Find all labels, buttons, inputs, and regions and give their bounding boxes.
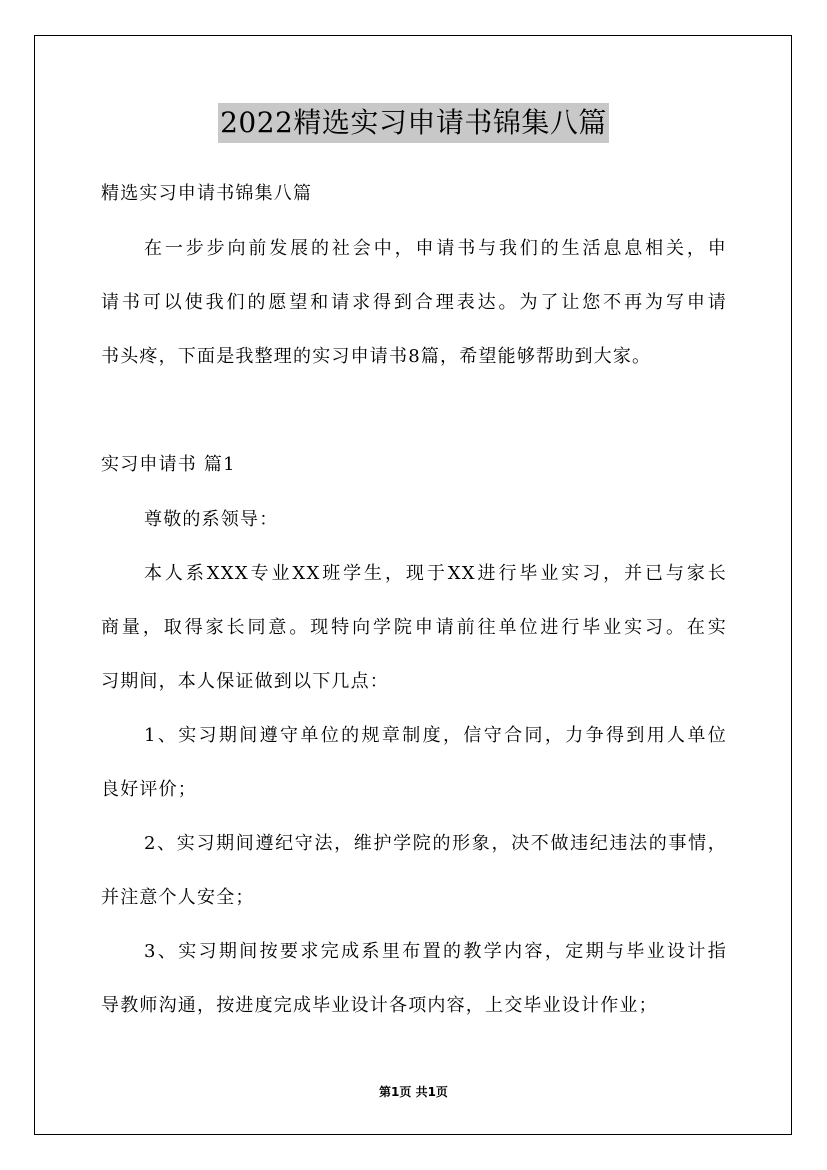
document-title: 2022精选实习申请书锦集八篇 xyxy=(218,103,609,143)
point-line: 良好评价； xyxy=(101,779,197,800)
point-line: 3、实习期间按要求完成系里布置的教学内容，定期与毕业设计指 xyxy=(144,941,727,962)
intro-line: 请书可以使我们的愿望和请求得到合理表达。为了让您不再为写申请 xyxy=(101,292,727,313)
intro-line: 在一步步向前发展的社会中，申请书与我们的生活息息相关，申 xyxy=(144,238,727,259)
point-line: 导教师沟通，按进度完成毕业设计各项内容，上交毕业设计作业； xyxy=(101,995,658,1016)
intro-line: 书头疼，下面是我整理的实习申请书8篇，希望能够帮助到大家。 xyxy=(101,346,652,367)
point-line: 2、实习期间遵纪守法，维护学院的形象，决不做违纪违法的事情， xyxy=(144,833,727,854)
section-heading: 实习申请书 篇1 xyxy=(101,454,236,475)
title-container xyxy=(0,103,827,143)
salutation: 尊敬的系领导： xyxy=(144,509,279,530)
document-subtitle: 精选实习申请书锦集八篇 xyxy=(101,183,313,204)
body-line: 商量，取得家长同意。现特向学院申请前往单位进行毕业实习。在实 xyxy=(101,617,727,638)
point-line: 并注意个人安全； xyxy=(101,887,255,908)
point-line: 1、实习期间遵守单位的规章制度，信守合同，力争得到用人单位 xyxy=(144,725,727,746)
page-footer: 第1页 共1页 xyxy=(379,1085,448,1099)
body-line: 本人系XXX专业XX班学生，现于XX进行毕业实习，并已与家长 xyxy=(144,563,727,584)
body-line: 习期间，本人保证做到以下几点： xyxy=(101,671,389,692)
